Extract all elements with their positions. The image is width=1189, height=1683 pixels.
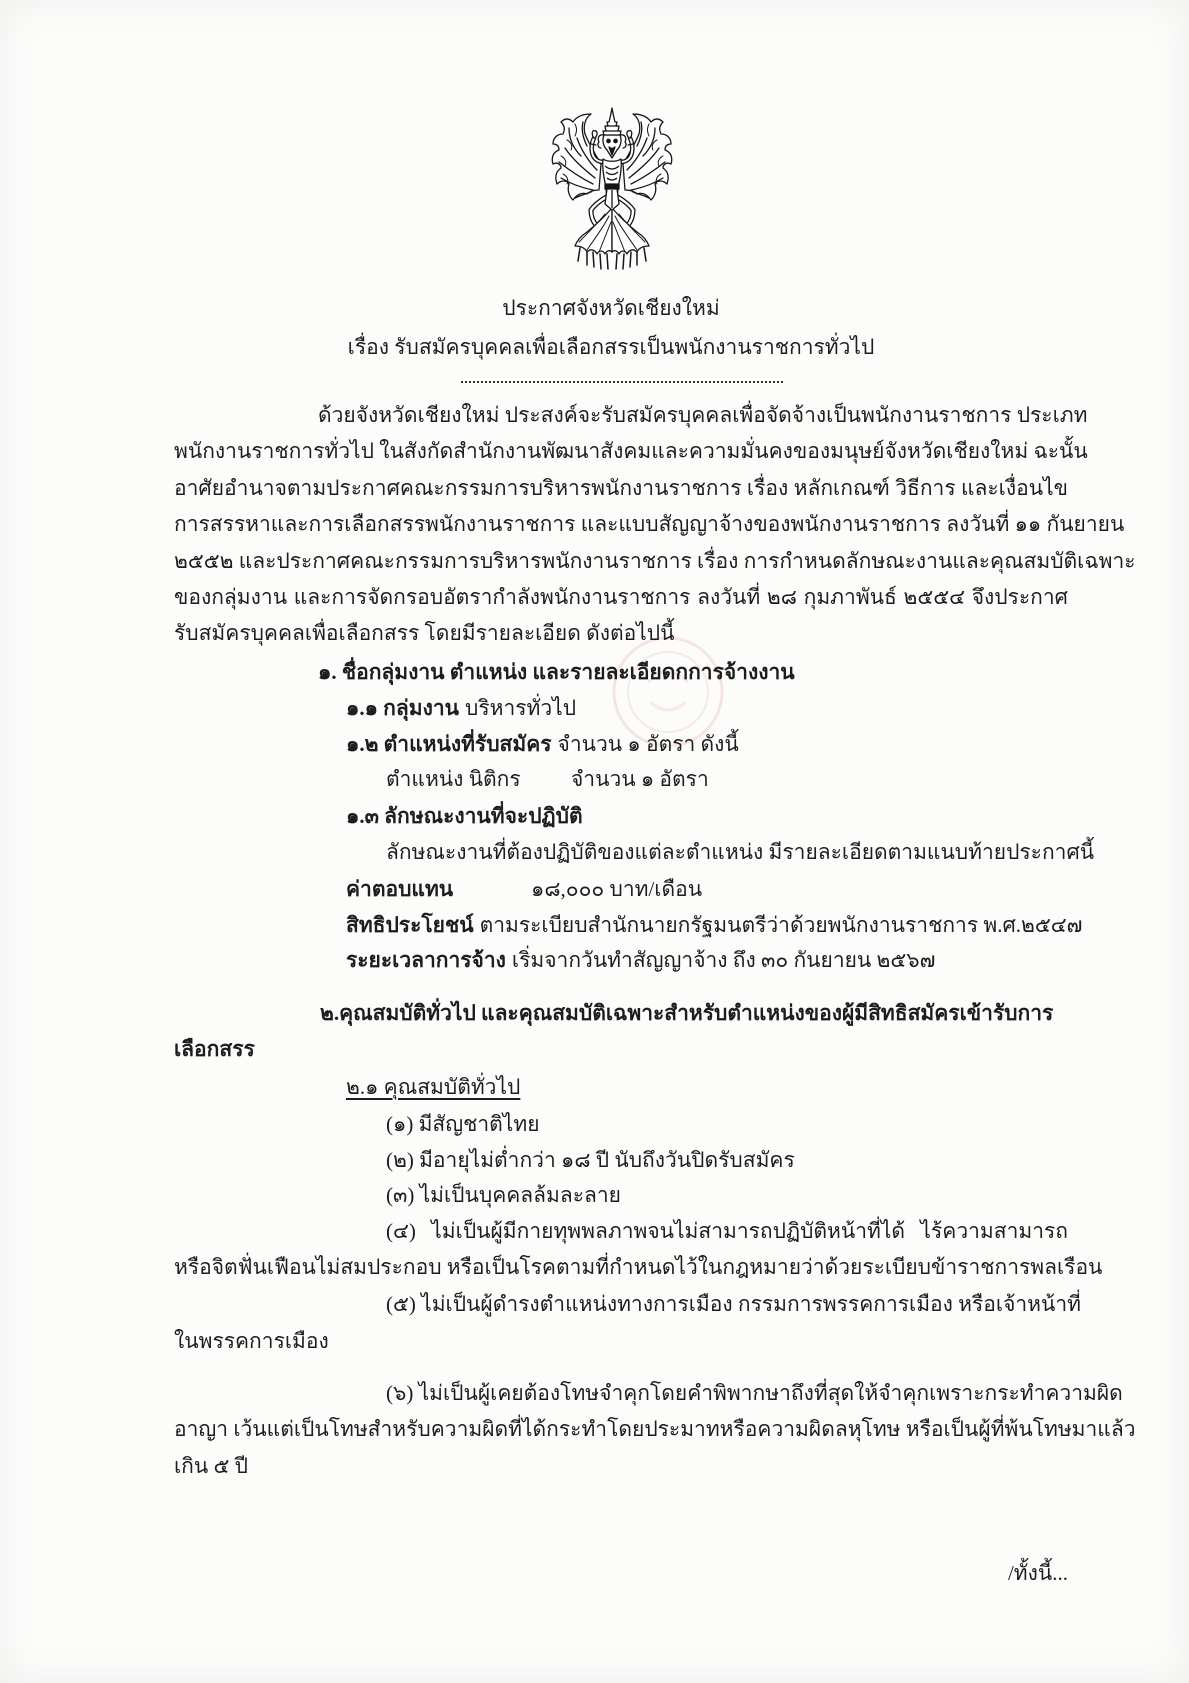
qualification-item: (๒) มีอายุไม่ต่ำกว่า ๑๘ ปี นับถึงวันปิดรับสมัคร bbox=[386, 1148, 795, 1172]
section-2-1-subheading: ๒.๑ คุณสมบัติทั่วไป bbox=[346, 1075, 521, 1099]
item-1-2-label: ๑.๒ ตำแหน่งที่รับสมัคร bbox=[346, 732, 552, 756]
compensation-value: ๑๘,๐๐๐ บาท/เดือน bbox=[531, 877, 703, 901]
duration bbox=[346, 942, 935, 978]
item-1-1-value: บริหารทั่วไป bbox=[465, 696, 577, 720]
title-separator bbox=[461, 381, 783, 383]
intro-line: รับสมัครบุคคลเพื่อเลือกสรร โดยมีรายละเอียด ดังต่อไปนี้ bbox=[174, 621, 675, 645]
qualification-item: (๖) ไม่เป็นผู้เคยต้องโทษจำคุกโดยคำพิพากษาถึงที่สุดให้จำคุกเพราะกระทำความผิด bbox=[386, 1381, 1123, 1405]
continued-on-next-page: /ทั้งนี้... bbox=[1007, 1561, 1068, 1585]
announcement-subject: เรื่อง รับสมัครบุคคลเพื่อเลือกสรรเป็นพนักงานราชการทั่วไป bbox=[347, 335, 875, 359]
qualification-item: (๑) มีสัญชาติไทย bbox=[386, 1112, 540, 1136]
section-1-heading: ๑. ชื่อกลุ่มงาน ตำแหน่ง และรายละเอียดกการจ้างงาน bbox=[318, 660, 795, 684]
section-2-heading: ๒.คุณสมบัติทั่วไป และคุณสมบัติเฉพาะสำหรับตำแหน่งของผู้มีสิทธิสมัครเข้ารับการ bbox=[320, 1001, 1054, 1025]
qualification-item: (๓) ไม่เป็นบุคคลล้มละลาย bbox=[386, 1183, 621, 1207]
intro-line: ของกลุ่มงาน และการจัดกรอบอัตรากำลังพนักงานราชการ ลงวันที่ ๒๘ กุมภาพันธ์ ๒๕๕๔ จึงประกาศ bbox=[174, 585, 1068, 609]
item-1-1 bbox=[346, 690, 576, 726]
duration-value: เริ่มจากวันทำสัญญาจ้าง ถึง ๓๐ กันยายน ๒๕๖๗ bbox=[511, 948, 936, 972]
announcement-title: ประกาศจังหวัดเชียงใหม่ bbox=[502, 296, 720, 320]
intro-line: ๒๕๕๒ และประกาศคณะกรรมการบริหารพนักงานราชการ เรื่อง การกำหนดลักษณะงานและคุณสมบัติเฉพาะ bbox=[174, 549, 1136, 573]
item-1-1-label: ๑.๑ กลุ่มงาน bbox=[346, 696, 459, 720]
compensation-label: ค่าตอบแทน bbox=[346, 877, 454, 901]
qualification-item: (๕) ไม่เป็นผู้ดำรงตำแหน่งทางการเมือง กรรมการพรรคการเมือง หรือเจ้าหน้าที่ bbox=[386, 1292, 1082, 1316]
section-2-heading-continuation: เลือกสรร bbox=[174, 1037, 255, 1061]
item-1-2 bbox=[346, 726, 739, 762]
qualification-item: (๔) ไม่เป็นผู้มีกายทุพพลภาพจนไม่สามารถปฏิบัติหน้าที่ได้ ไร้ความสามารถ bbox=[386, 1219, 1068, 1243]
benefits bbox=[346, 907, 1082, 943]
benefits-value: ตามระเบียบสำนักนายกรัฐมนตรีว่าด้วยพนักงานราชการ พ.ศ.๒๕๔๗ bbox=[479, 913, 1083, 937]
position-count: จำนวน ๑ อัตรา bbox=[571, 767, 709, 791]
item-1-3-detail: ลักษณะงานที่ต้องปฏิบัติของแต่ละตำแหน่ง มีรายละเอียดตามแนบท้ายประกาศนี้ bbox=[386, 840, 1095, 864]
item-1-2-value: จำนวน ๑ อัตรา ดังนี้ bbox=[557, 732, 739, 756]
intro-line: พนักงานราชการทั่วไป ในสังกัดสำนักงานพัฒนาสังคมและความมั่นคงของมนุษย์จังหวัดเชียงใหม่ ฉะนั้น bbox=[174, 439, 1088, 463]
item-1-3-label: ๑.๓ ลักษณะงานที่จะปฏิบัติ bbox=[346, 804, 583, 828]
qualification-item-continuation: หรือจิตฟั่นเฟือนไม่สมประกอบ หรือเป็นโรคตามที่กำหนดไว้ในกฎหมายว่าด้วยระเบียบข้าราชการพลเรือน bbox=[174, 1255, 1103, 1279]
qualification-item-continuation: ในพรรคการเมือง bbox=[174, 1329, 329, 1353]
intro-line: การสรรหาและการเลือกสรรพนักงานราชการ และแบบสัญญาจ้างของพนักงานราชการ ลงวันที่ ๑๑ กันยายน bbox=[174, 512, 1125, 536]
qualification-item-continuation: เกิน ๕ ปี bbox=[174, 1454, 248, 1478]
garuda-emblem bbox=[547, 104, 677, 272]
intro-line: ด้วยจังหวัดเชียงใหม่ ประสงค์จะรับสมัครบุคคลเพื่อจัดจ้างเป็นพนักงานราชการ ประเภท bbox=[318, 403, 1088, 427]
benefits-label: สิทธิประโยชน์ bbox=[346, 913, 474, 937]
duration-label: ระยะเวลาการจ้าง bbox=[346, 948, 506, 972]
position-name: ตำแหน่ง นิติกร bbox=[386, 767, 521, 791]
qualification-item-continuation: อาญา เว้นแต่เป็นโทษสำหรับความผิดที่ได้กระทำโดยประมาทหรือความผิดลหุโทษ หรือเป็นผู้ที่พ้นโทษมาแล้ว bbox=[174, 1417, 1136, 1441]
intro-line: อาศัยอำนาจตามประกาศคณะกรรมการบริหารพนักงานราชการ เรื่อง หลักเกณฑ์ วิธีการ และเงื่อนไข bbox=[174, 476, 1068, 500]
